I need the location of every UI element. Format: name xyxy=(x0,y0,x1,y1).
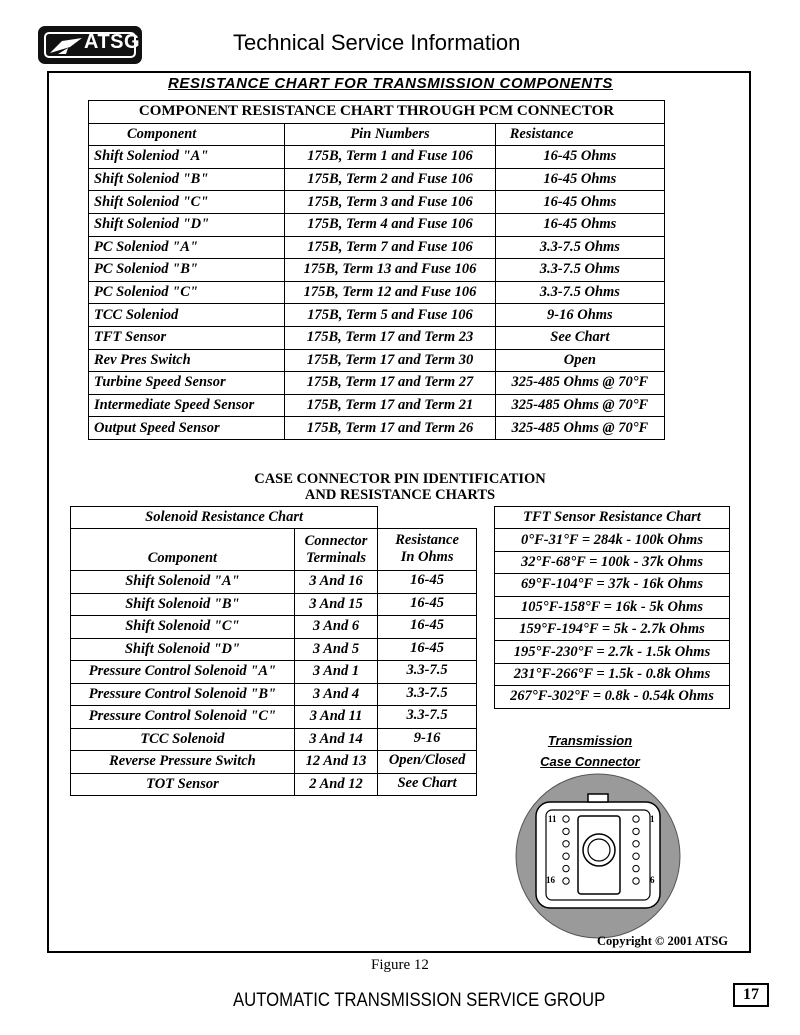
resistance-cell: 16-45 xyxy=(378,616,477,639)
table-row xyxy=(71,593,477,616)
connector-pin xyxy=(633,828,639,834)
resistance-cell: 16-45 xyxy=(378,571,477,594)
connector-pin xyxy=(633,841,639,847)
resistance-cell: 325-485 Ohms @ 70°F xyxy=(495,394,664,417)
pin-numbers-cell: 175B, Term 17 and Term 26 xyxy=(285,417,495,440)
table-row xyxy=(71,728,477,751)
component-cell: Shift Soleniod "A" xyxy=(89,146,285,169)
column-header: Component xyxy=(89,123,285,146)
table-row xyxy=(495,596,730,618)
component-cell: Intermediate Speed Sensor xyxy=(89,394,285,417)
table-header-row xyxy=(71,529,477,571)
resistance-cell: 3.3-7.5 xyxy=(378,661,477,684)
table-row xyxy=(89,281,665,304)
pin-numbers-cell: 175B, Term 3 and Fuse 106 xyxy=(285,191,495,214)
page-number: 17 xyxy=(733,983,769,1007)
table-row xyxy=(71,571,477,594)
pin-label-16: 16 xyxy=(546,875,555,885)
resistance-cell: 16-45 xyxy=(378,593,477,616)
table-row xyxy=(89,191,665,214)
resistance-cell: 9-16 Ohms xyxy=(495,304,664,327)
table-caption: COMPONENT RESISTANCE CHART THROUGH PCM CONNECTOR xyxy=(89,101,665,124)
logo-text: ATSG xyxy=(84,31,141,53)
terminals-cell: 2 And 12 xyxy=(294,773,377,796)
connector-label-line: Case Connector xyxy=(540,754,640,769)
header-line: In Ohms xyxy=(400,549,454,565)
table-row xyxy=(89,213,665,236)
footer-text: AUTOMATIC TRANSMISSION SERVICE GROUP xyxy=(233,990,606,1011)
component-cell: PC Soleniod "B" xyxy=(89,259,285,282)
header-line: Connector xyxy=(304,533,368,549)
table-row xyxy=(89,349,665,372)
table-row xyxy=(71,706,477,729)
table-row xyxy=(89,168,665,191)
pin-label-6: 6 xyxy=(650,875,655,885)
tft-range-cell: 32°F-68°F = 100k - 37k Ohms xyxy=(495,551,730,573)
table-row xyxy=(495,574,730,596)
tft-range-cell: 231°F-266°F = 1.5k - 0.8k Ohms xyxy=(495,663,730,685)
component-cell: Shift Solenoid "B" xyxy=(71,593,295,616)
resistance-cell: 3.3-7.5 xyxy=(378,683,477,706)
copyright: Copyright © 2001 ATSG xyxy=(597,934,728,948)
header-line: Terminals xyxy=(306,550,366,566)
table-row xyxy=(89,394,665,417)
component-cell: Pressure Control Solenoid "A" xyxy=(71,661,295,684)
terminals-cell: 3 And 15 xyxy=(294,593,377,616)
table-row xyxy=(89,304,665,327)
header-title: Technical Service Information xyxy=(233,30,521,55)
connector-pin xyxy=(563,865,569,871)
case-connector-diagram xyxy=(510,772,686,940)
table-row xyxy=(71,773,477,796)
resistance-cell: Open xyxy=(495,349,664,372)
component-cell: Rev Pres Switch xyxy=(89,349,285,372)
table-caption: TFT Sensor Resistance Chart xyxy=(495,507,730,529)
resistance-cell: 16-45 Ohms xyxy=(495,146,664,169)
pin-numbers-cell: 175B, Term 17 and Term 27 xyxy=(285,372,495,395)
component-cell: Shift Soleniod "D" xyxy=(89,213,285,236)
connector-pin xyxy=(633,816,639,822)
logo-emblem-icon xyxy=(48,35,84,57)
component-cell: Shift Solenoid "D" xyxy=(71,638,295,661)
resistance-cell: See Chart xyxy=(495,326,664,349)
connector-pin xyxy=(563,841,569,847)
pin-numbers-cell: 175B, Term 17 and Term 23 xyxy=(285,326,495,349)
terminals-cell: 3 And 16 xyxy=(294,571,377,594)
resistance-cell: 16-45 Ohms xyxy=(495,168,664,191)
connector-label-line: Transmission xyxy=(547,733,633,748)
resistance-cell: 9-16 xyxy=(378,728,477,751)
resistance-cell: 3.3-7.5 Ohms xyxy=(495,281,664,304)
pin-label-1: 1 xyxy=(650,814,655,824)
table-row xyxy=(89,236,665,259)
terminals-cell: 3 And 11 xyxy=(294,706,377,729)
table-row xyxy=(89,146,665,169)
table-row xyxy=(495,618,730,640)
component-cell: Pressure Control Solenoid "B" xyxy=(71,683,295,706)
case-title-line: AND RESISTANCE CHARTS xyxy=(304,487,496,503)
component-cell: TCC Soleniod xyxy=(89,304,285,327)
terminals-cell: 12 And 13 xyxy=(294,751,377,774)
resistance-cell: 16-45 Ohms xyxy=(495,191,664,214)
resistance-cell: 16-45 Ohms xyxy=(495,213,664,236)
tft-range-cell: 195°F-230°F = 2.7k - 1.5k Ohms xyxy=(495,641,730,663)
resistance-cell: Open/Closed xyxy=(378,751,477,774)
resistance-cell: See Chart xyxy=(378,773,477,796)
table-row xyxy=(71,683,477,706)
component-cell: Turbine Speed Sensor xyxy=(89,372,285,395)
header-line: Resistance xyxy=(395,532,459,548)
terminals-cell: 3 And 6 xyxy=(294,616,377,639)
table-row xyxy=(89,259,665,282)
terminals-cell: 3 And 14 xyxy=(294,728,377,751)
component-cell: Reverse Pressure Switch xyxy=(71,751,295,774)
resistance-cell: 3.3-7.5 xyxy=(378,706,477,729)
connector-pin xyxy=(563,878,569,884)
table-row xyxy=(495,686,730,708)
component-cell: Output Speed Sensor xyxy=(89,417,285,440)
table-caption: Solenoid Resistance Chart xyxy=(71,507,378,529)
component-cell: TOT Sensor xyxy=(71,773,295,796)
connector-pin xyxy=(633,878,639,884)
component-cell: TCC Solenoid xyxy=(71,728,295,751)
connector-pin xyxy=(563,816,569,822)
component-cell: Shift Soleniod "C" xyxy=(89,191,285,214)
pin-numbers-cell: 175B, Term 5 and Fuse 106 xyxy=(285,304,495,327)
table-row xyxy=(495,641,730,663)
tft-range-cell: 267°F-302°F = 0.8k - 0.54k Ohms xyxy=(495,686,730,708)
connector-pin xyxy=(633,865,639,871)
tft-range-cell: 69°F-104°F = 37k - 16k Ohms xyxy=(495,574,730,596)
terminals-cell: 3 And 5 xyxy=(294,638,377,661)
terminals-cell: 3 And 1 xyxy=(294,661,377,684)
resistance-cell: 3.3-7.5 Ohms xyxy=(495,259,664,282)
table-row xyxy=(89,326,665,349)
component-cell: Shift Solenoid "C" xyxy=(71,616,295,639)
connector-label xyxy=(525,730,655,772)
connector-pin xyxy=(563,828,569,834)
tft-sensor-table xyxy=(494,506,730,709)
solenoid-resistance-table xyxy=(70,506,477,796)
table-header-row xyxy=(89,123,665,146)
table-row xyxy=(89,417,665,440)
table-row xyxy=(71,616,477,639)
column-header: Component xyxy=(71,529,295,571)
pin-numbers-cell: 175B, Term 4 and Fuse 106 xyxy=(285,213,495,236)
case-connector-title xyxy=(0,471,800,503)
table-row xyxy=(71,638,477,661)
table-row xyxy=(495,663,730,685)
component-cell: Pressure Control Solenoid "C" xyxy=(71,706,295,729)
resistance-cell: 16-45 xyxy=(378,638,477,661)
column-header: Resistance xyxy=(495,123,664,146)
terminals-cell: 3 And 4 xyxy=(294,683,377,706)
main-heading: RESISTANCE CHART FOR TRANSMISSION COMPONENTS xyxy=(168,75,614,92)
case-title-line: CASE CONNECTOR PIN IDENTIFICATION xyxy=(254,471,546,487)
table-row xyxy=(495,551,730,573)
pin-numbers-cell: 175B, Term 12 and Fuse 106 xyxy=(285,281,495,304)
component-cell: PC Soleniod "A" xyxy=(89,236,285,259)
column-header xyxy=(378,529,477,571)
pin-numbers-cell: 175B, Term 1 and Fuse 106 xyxy=(285,146,495,169)
tft-range-cell: 0°F-31°F = 284k - 100k Ohms xyxy=(495,529,730,551)
component-cell: Shift Solenoid "A" xyxy=(71,571,295,594)
atsg-logo xyxy=(38,26,142,64)
connector-pin xyxy=(633,853,639,859)
figure-caption: Figure 12 xyxy=(371,957,429,973)
pin-numbers-cell: 175B, Term 2 and Fuse 106 xyxy=(285,168,495,191)
table-row xyxy=(71,661,477,684)
resistance-cell: 325-485 Ohms @ 70°F xyxy=(495,372,664,395)
pin-numbers-cell: 175B, Term 17 and Term 30 xyxy=(285,349,495,372)
table-row xyxy=(71,751,477,774)
component-cell: PC Soleniod "C" xyxy=(89,281,285,304)
pin-numbers-cell: 175B, Term 17 and Term 21 xyxy=(285,394,495,417)
column-header xyxy=(294,529,377,571)
component-cell: Shift Soleniod "B" xyxy=(89,168,285,191)
connector-pin xyxy=(563,853,569,859)
column-header: Pin Numbers xyxy=(285,123,495,146)
pcm-resistance-table xyxy=(88,100,665,440)
tft-range-cell: 159°F-194°F = 5k - 2.7k Ohms xyxy=(495,618,730,640)
table-row xyxy=(495,529,730,551)
tft-range-cell: 105°F-158°F = 16k - 5k Ohms xyxy=(495,596,730,618)
pin-numbers-cell: 175B, Term 13 and Fuse 106 xyxy=(285,259,495,282)
pin-label-11: 11 xyxy=(548,814,557,824)
resistance-cell: 325-485 Ohms @ 70°F xyxy=(495,417,664,440)
component-cell: TFT Sensor xyxy=(89,326,285,349)
pin-numbers-cell: 175B, Term 7 and Fuse 106 xyxy=(285,236,495,259)
table-row xyxy=(89,372,665,395)
resistance-cell: 3.3-7.5 Ohms xyxy=(495,236,664,259)
